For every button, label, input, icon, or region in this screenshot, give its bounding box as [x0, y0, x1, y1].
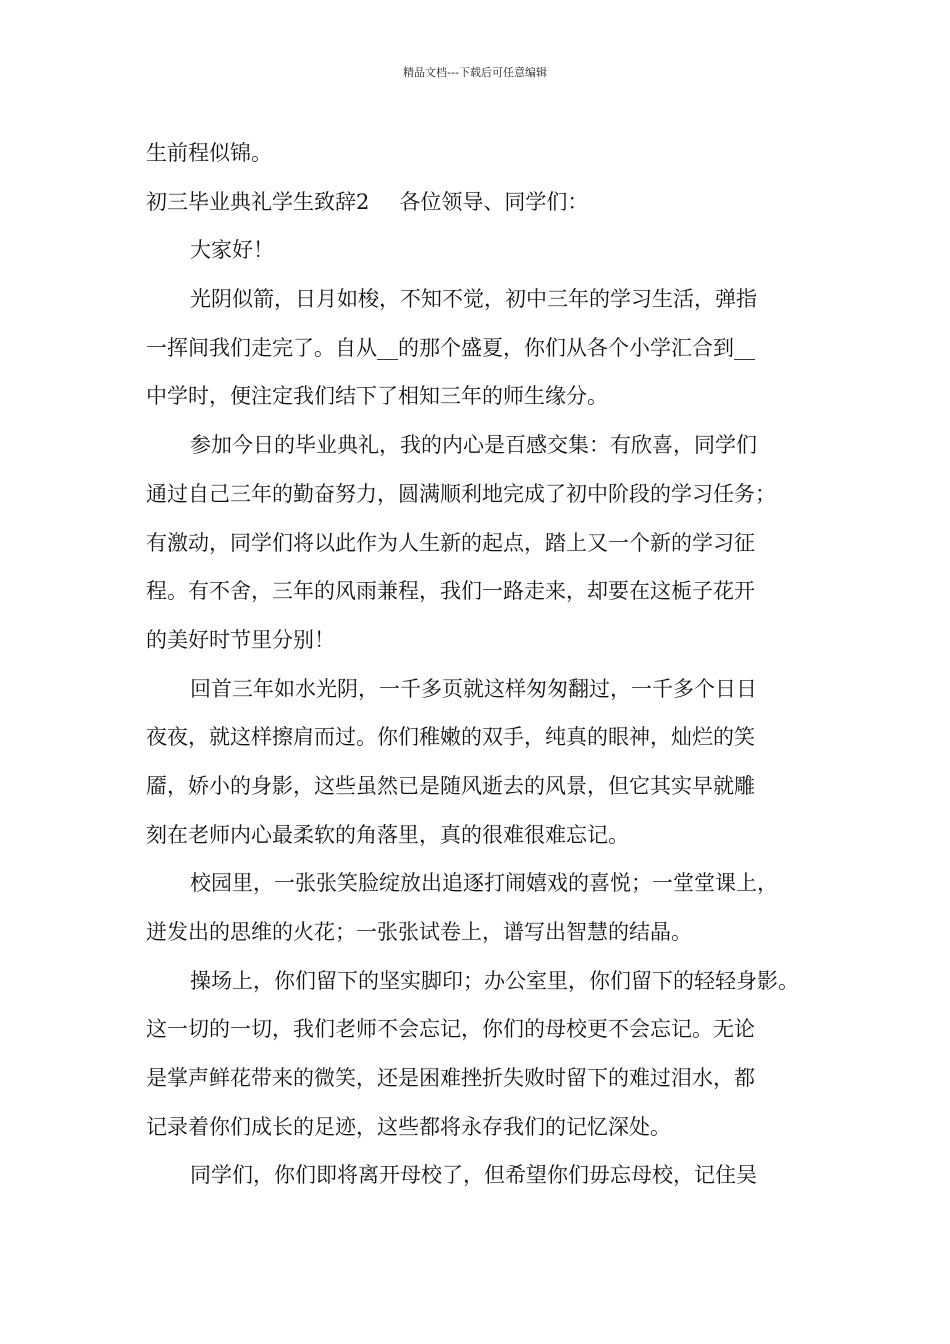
text-line: 有激动，同学们将以此作为人生新的起点，踏上又一个新的学习征 — [146, 530, 755, 555]
text-line: 光阴似箭，日月如梭，不知不觉，初中三年的学习生活，弹指 — [190, 287, 757, 312]
text-line: 夜夜，就这样擦肩而过。你们稚嫩的双手，纯真的眼神，灿烂的笑 — [146, 725, 755, 750]
greeting: 大家好！ — [190, 238, 274, 263]
text-line: 靥，娇小的身影，这些虽然已是随风逝去的风景，但它其实早就雕 — [146, 773, 755, 798]
text-line: 迸发出的思维的火花；一张张试卷上，谱写出智慧的结晶。 — [146, 920, 692, 944]
document-body — [146, 129, 806, 1200]
text-line: 刻在老师内心最柔软的角落里，真的很难很难忘记。 — [146, 822, 629, 847]
text-line: 程。有不舍，三年的风雨兼程，我们一路走来，却要在这栀子花开 — [146, 579, 755, 604]
text-line — [146, 178, 806, 227]
text-line: 校园里，一张张笑脸绽放出追逐打闹嬉戏的喜悦；一堂堂课上， — [190, 871, 778, 896]
salutation: 各位领导、同学们： — [399, 189, 589, 214]
text-line: 这一切的一切，我们老师不会忘记，你们的母校更不会忘记。无论 — [146, 1017, 755, 1042]
text-line: 操场上，你们留下的坚实脚印；办公室里，你们留下的轻轻身影。 — [190, 968, 799, 993]
page-header: 精品文档---下载后可任意编辑 — [403, 66, 547, 79]
text-line: 的美好时节里分别！ — [146, 627, 335, 652]
text-line: 回首三年如水光阴，一千多页就这样匆匆翻过，一千多个日日 — [190, 676, 757, 701]
text-line: 生前程似锦。 — [146, 141, 272, 165]
text-line: 记录着你们成长的足迹，这些都将永存我们的记忆深处。 — [146, 1114, 671, 1139]
text-line: 是掌声鲜花带来的微笑，还是困难挫折失败时留下的难过泪水，都 — [146, 1066, 755, 1091]
speech-title: 初三毕业典礼学生致辞2 — [146, 189, 370, 214]
text-line: 通过自己三年的勤奋努力，圆满顺利地完成了初中阶段的学习任务； — [146, 481, 776, 506]
text-line: 参加今日的毕业典礼，我的内心是百感交集：有欣喜，同学们 — [190, 433, 757, 458]
text-line: 同学们，你们即将离开母校了，但希望你们毋忘母校，记住吴 — [190, 1163, 757, 1188]
text-line: 中学时，便注定我们结下了相知三年的师生缘分。 — [146, 384, 608, 409]
text-line: 一挥间我们走完了。自从__的那个盛夏，你们从各个小学汇合到__ — [146, 335, 755, 360]
